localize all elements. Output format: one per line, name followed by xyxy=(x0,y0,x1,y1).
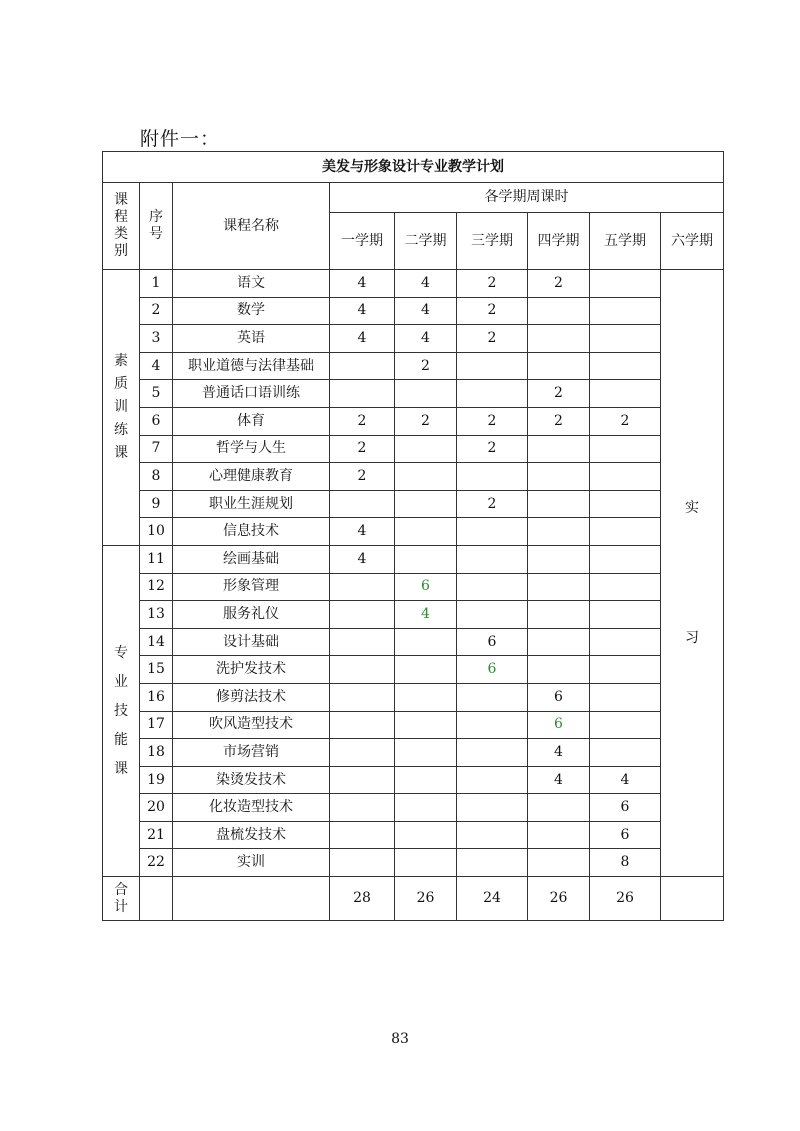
row-number: 13 xyxy=(140,601,173,629)
row-number: 6 xyxy=(140,407,173,435)
course-name: 服务礼仪 xyxy=(173,601,330,629)
semester-hours-cell xyxy=(395,380,457,408)
row-number: 4 xyxy=(140,352,173,380)
semester-hours-cell: 4 xyxy=(330,545,395,573)
table-row xyxy=(103,518,724,546)
semester-hours-cell: 4 xyxy=(330,518,395,546)
row-number: 15 xyxy=(140,656,173,684)
semester-hours-cell xyxy=(330,573,395,601)
table-row xyxy=(103,463,724,491)
semester-hours-cell xyxy=(330,821,395,849)
table-row xyxy=(103,794,724,822)
semester-hours-cell xyxy=(457,545,528,573)
row-number: 8 xyxy=(140,463,173,491)
total-semester-value xyxy=(661,877,724,921)
semester-hours-cell: 8 xyxy=(590,849,661,877)
semester-hours-cell xyxy=(457,518,528,546)
row-number: 12 xyxy=(140,573,173,601)
semester-hours-cell xyxy=(528,463,590,491)
course-name: 体育 xyxy=(173,407,330,435)
semester-hours-cell xyxy=(528,849,590,877)
semester-hours-cell xyxy=(457,766,528,794)
table-row xyxy=(103,656,724,684)
semester-hours-cell xyxy=(457,573,528,601)
group-label-skills: 专 业 技 能 课 xyxy=(103,545,140,876)
table-row xyxy=(103,545,724,573)
table-row xyxy=(103,601,724,629)
header-semester-5: 五学期 xyxy=(590,213,661,270)
semester-hours-cell xyxy=(590,270,661,298)
semester-hours-cell xyxy=(590,711,661,739)
semester-hours-cell: 6 xyxy=(590,821,661,849)
header-course-name: 课程名称 xyxy=(173,183,330,270)
semester-hours-cell xyxy=(590,601,661,629)
semester-hours-cell xyxy=(590,490,661,518)
semester-hours-cell xyxy=(457,380,528,408)
row-number: 21 xyxy=(140,821,173,849)
row-number: 9 xyxy=(140,490,173,518)
row-number: 14 xyxy=(140,628,173,656)
table-row xyxy=(103,297,724,325)
course-name: 英语 xyxy=(173,325,330,353)
row-number: 20 xyxy=(140,794,173,822)
semester-hours-cell xyxy=(457,683,528,711)
semester-hours-cell: 4 xyxy=(395,270,457,298)
table-row xyxy=(103,325,724,353)
course-name: 普通话口语训练 xyxy=(173,380,330,408)
semester-hours-cell xyxy=(590,573,661,601)
table-row xyxy=(103,821,724,849)
semester-hours-cell: 2 xyxy=(330,463,395,491)
table-row xyxy=(103,380,724,408)
semester-hours-cell: 4 xyxy=(395,297,457,325)
semester-hours-cell: 4 xyxy=(528,739,590,767)
course-name: 设计基础 xyxy=(173,628,330,656)
semester-hours-cell: 2 xyxy=(457,435,528,463)
semester-hours-cell xyxy=(330,766,395,794)
semester-hours-cell xyxy=(590,352,661,380)
course-name: 修剪法技术 xyxy=(173,683,330,711)
total-empty-cell xyxy=(140,877,173,921)
semester-hours-cell xyxy=(590,297,661,325)
table-row xyxy=(103,407,724,435)
course-name: 吹风造型技术 xyxy=(173,711,330,739)
table-row xyxy=(103,270,724,298)
semester-hours-cell xyxy=(395,739,457,767)
course-name: 哲学与人生 xyxy=(173,435,330,463)
teaching-plan-table xyxy=(102,151,724,921)
semester-hours-cell: 2 xyxy=(528,407,590,435)
header-semester-3: 三学期 xyxy=(457,213,528,270)
semester-hours-cell: 6 xyxy=(395,573,457,601)
semester-hours-cell xyxy=(590,325,661,353)
semester-hours-cell xyxy=(395,628,457,656)
semester-hours-cell xyxy=(395,766,457,794)
semester-hours-cell xyxy=(590,628,661,656)
semester-hours-cell xyxy=(457,821,528,849)
semester-hours-cell xyxy=(528,628,590,656)
course-name: 形象管理 xyxy=(173,573,330,601)
course-name: 职业道德与法律基础 xyxy=(173,352,330,380)
semester-hours-cell xyxy=(395,683,457,711)
course-name: 数学 xyxy=(173,297,330,325)
semester-hours-cell: 4 xyxy=(330,325,395,353)
semester-hours-cell xyxy=(330,794,395,822)
semester-hours-cell: 2 xyxy=(457,297,528,325)
semester-hours-cell: 6 xyxy=(590,794,661,822)
semester-hours-cell: 6 xyxy=(457,628,528,656)
semester-hours-cell xyxy=(330,490,395,518)
semester-hours-cell xyxy=(457,849,528,877)
semester-hours-cell xyxy=(590,739,661,767)
semester-hours-cell xyxy=(590,683,661,711)
semester-hours-cell xyxy=(395,656,457,684)
semester-hours-cell xyxy=(330,628,395,656)
semester-hours-cell xyxy=(590,435,661,463)
semester-hours-cell: 6 xyxy=(528,683,590,711)
row-number: 2 xyxy=(140,297,173,325)
semester-hours-cell xyxy=(528,352,590,380)
semester-hours-cell xyxy=(457,794,528,822)
table-row xyxy=(103,435,724,463)
semester-hours-cell xyxy=(590,518,661,546)
semester-hours-cell xyxy=(395,821,457,849)
semester-hours-cell xyxy=(330,711,395,739)
table-row xyxy=(103,490,724,518)
header-semester-1: 一学期 xyxy=(330,213,395,270)
semester-hours-cell: 2 xyxy=(395,352,457,380)
semester-hours-cell xyxy=(528,545,590,573)
row-number: 11 xyxy=(140,545,173,573)
course-name: 语文 xyxy=(173,270,330,298)
total-semester-value: 28 xyxy=(330,877,395,921)
semester-hours-cell xyxy=(330,739,395,767)
semester-hours-cell: 2 xyxy=(330,407,395,435)
semester-hours-cell xyxy=(395,463,457,491)
semester-hours-cell xyxy=(590,545,661,573)
semester-hours-cell: 2 xyxy=(590,407,661,435)
semester-hours-cell: 2 xyxy=(457,325,528,353)
semester-hours-cell xyxy=(395,490,457,518)
semester-hours-cell xyxy=(395,435,457,463)
header-semester-6: 六学期 xyxy=(661,213,724,270)
course-name: 盘梳发技术 xyxy=(173,821,330,849)
attachment-label: 附件一： xyxy=(140,128,221,150)
semester-hours-cell: 2 xyxy=(457,270,528,298)
course-name: 信息技术 xyxy=(173,518,330,546)
semester-hours-cell: 2 xyxy=(457,407,528,435)
semester-hours-cell xyxy=(457,601,528,629)
semester-hours-cell: 2 xyxy=(330,435,395,463)
semester-hours-cell: 6 xyxy=(528,711,590,739)
row-number: 3 xyxy=(140,325,173,353)
semester-hours-cell xyxy=(528,601,590,629)
header-semester-2: 二学期 xyxy=(395,213,457,270)
semester-hours-cell xyxy=(590,380,661,408)
semester-hours-cell xyxy=(528,490,590,518)
course-name: 职业生涯规划 xyxy=(173,490,330,518)
semester-hours-cell xyxy=(330,352,395,380)
sixth-semester-internship: 实 习 xyxy=(661,270,724,877)
header-category: 课 程 类 别 xyxy=(103,183,140,270)
table-row xyxy=(103,711,724,739)
course-name: 实训 xyxy=(173,849,330,877)
semester-hours-cell xyxy=(395,545,457,573)
row-number: 19 xyxy=(140,766,173,794)
semester-hours-cell xyxy=(590,656,661,684)
semester-hours-cell: 4 xyxy=(395,601,457,629)
semester-hours-cell: 2 xyxy=(528,270,590,298)
semester-hours-cell: 4 xyxy=(330,270,395,298)
semester-hours-cell xyxy=(330,656,395,684)
page-number: 83 xyxy=(391,1031,409,1047)
semester-hours-cell: 4 xyxy=(590,766,661,794)
total-row xyxy=(103,877,724,921)
semester-hours-cell xyxy=(590,463,661,491)
header-weekly-hours: 各学期周课时 xyxy=(330,183,724,213)
semester-hours-cell xyxy=(528,518,590,546)
semester-hours-cell xyxy=(457,352,528,380)
total-semester-value: 24 xyxy=(457,877,528,921)
row-number: 22 xyxy=(140,849,173,877)
row-number: 1 xyxy=(140,270,173,298)
semester-hours-cell xyxy=(395,711,457,739)
semester-hours-cell xyxy=(528,297,590,325)
semester-hours-cell xyxy=(330,380,395,408)
course-name: 染烫发技术 xyxy=(173,766,330,794)
semester-hours-cell: 4 xyxy=(395,325,457,353)
semester-hours-cell xyxy=(528,573,590,601)
semester-hours-cell xyxy=(395,849,457,877)
semester-hours-cell xyxy=(457,711,528,739)
table-row xyxy=(103,352,724,380)
semester-hours-cell xyxy=(457,739,528,767)
table-row xyxy=(103,766,724,794)
total-empty-cell xyxy=(173,877,330,921)
header-semester-4: 四学期 xyxy=(528,213,590,270)
table-row xyxy=(103,573,724,601)
row-number: 10 xyxy=(140,518,173,546)
semester-hours-cell xyxy=(528,325,590,353)
group-label-quality: 素 质 训 练 课 xyxy=(103,270,140,546)
semester-hours-cell: 4 xyxy=(528,766,590,794)
semester-hours-cell xyxy=(528,435,590,463)
total-label: 合 计 xyxy=(103,877,140,921)
semester-hours-cell xyxy=(395,794,457,822)
semester-hours-cell xyxy=(395,518,457,546)
row-number: 16 xyxy=(140,683,173,711)
semester-hours-cell: 2 xyxy=(395,407,457,435)
total-semester-value: 26 xyxy=(528,877,590,921)
semester-hours-cell xyxy=(528,656,590,684)
row-number: 18 xyxy=(140,739,173,767)
semester-hours-cell: 4 xyxy=(330,297,395,325)
table-title: 美发与形象设计专业教学计划 xyxy=(103,152,724,183)
row-number: 7 xyxy=(140,435,173,463)
semester-hours-cell xyxy=(528,794,590,822)
course-name: 化妆造型技术 xyxy=(173,794,330,822)
semester-hours-cell: 6 xyxy=(457,656,528,684)
total-semester-value: 26 xyxy=(395,877,457,921)
row-number: 17 xyxy=(140,711,173,739)
course-name: 绘画基础 xyxy=(173,545,330,573)
header-seq: 序 号 xyxy=(140,183,173,270)
course-name: 洗护发技术 xyxy=(173,656,330,684)
semester-hours-cell xyxy=(528,821,590,849)
semester-hours-cell xyxy=(330,683,395,711)
table-row xyxy=(103,628,724,656)
semester-hours-cell xyxy=(330,601,395,629)
table-row xyxy=(103,849,724,877)
semester-hours-cell xyxy=(457,463,528,491)
total-semester-value: 26 xyxy=(590,877,661,921)
course-name: 心理健康教育 xyxy=(173,463,330,491)
course-name: 市场营销 xyxy=(173,739,330,767)
row-number: 5 xyxy=(140,380,173,408)
table-row xyxy=(103,683,724,711)
table-row xyxy=(103,739,724,767)
semester-hours-cell: 2 xyxy=(528,380,590,408)
semester-hours-cell: 2 xyxy=(457,490,528,518)
semester-hours-cell xyxy=(330,849,395,877)
